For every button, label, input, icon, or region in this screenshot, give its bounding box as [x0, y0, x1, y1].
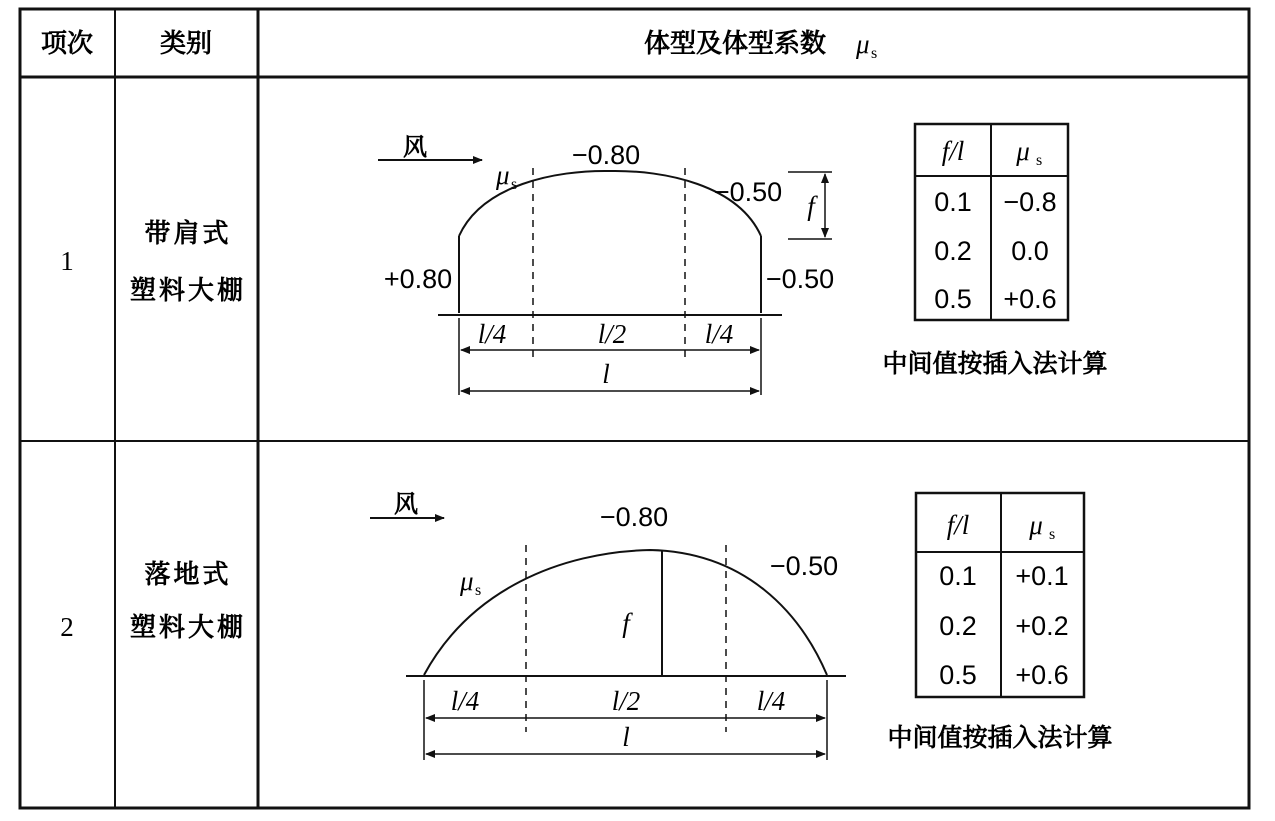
- row2-table-header-mu: μ: [1029, 510, 1043, 540]
- row2-top-coefficient: −0.80: [599, 502, 669, 532]
- row1-span-total-label: l: [602, 359, 610, 389]
- row2-span-total-label: l: [622, 722, 630, 752]
- row1-mu-symbol: μ: [496, 160, 510, 190]
- header-mu-subscript: s: [871, 45, 878, 62]
- row1-table-cell: −0.8: [1003, 187, 1057, 217]
- row2-span-right-label: l/4: [756, 686, 786, 716]
- row1-table-cell: +0.6: [1003, 284, 1057, 314]
- row2-table-cell: 0.2: [939, 611, 977, 641]
- row2-span-left-label: l/4: [450, 686, 480, 716]
- row1-left-wall-coefficient: +0.80: [383, 264, 453, 294]
- row2-mu-subscript: s: [475, 582, 482, 599]
- row2-mu-symbol: μ: [460, 566, 474, 596]
- header-category: 类别: [159, 29, 213, 59]
- row2-table-cell: 0.1: [939, 561, 977, 591]
- row1-span-left-label: l/4: [477, 319, 507, 349]
- row1-wind-label: 风: [403, 133, 427, 161]
- row2-table-cell: +0.6: [1015, 660, 1069, 690]
- row1-span-right-label: l/4: [704, 319, 734, 349]
- row1-category-line2: 塑料大棚: [129, 276, 247, 306]
- row2-interpolation-note: 中间值按插入法计算: [887, 723, 1113, 752]
- row2-table-cell: 0.5: [939, 660, 977, 690]
- row2-table-header-fl: f/l: [946, 510, 970, 540]
- row1-rise-label: f: [807, 191, 815, 221]
- header-shape: 体型及体型系数: [643, 29, 827, 59]
- row1-table-cell: 0.2: [934, 236, 972, 266]
- row2-category-line1: 落地式: [144, 560, 232, 590]
- row1-span-mid-label: l/2: [597, 319, 627, 349]
- row2-table-cell: +0.1: [1015, 561, 1069, 591]
- row1-index: 1: [60, 246, 74, 276]
- row2-index: 2: [60, 612, 74, 642]
- row1-table-header-mu: μ: [1016, 136, 1030, 166]
- row1-right-wall-coefficient: −0.50: [765, 264, 835, 294]
- row2-table-cell: +0.2: [1015, 611, 1069, 641]
- row1-right-roof-coefficient: −0.50: [713, 177, 783, 207]
- row1-table-header-fl: f/l: [941, 136, 965, 166]
- row1-category-line1: 带肩式: [144, 219, 232, 249]
- row2-span-mid-label: l/2: [611, 686, 641, 716]
- row2-table-header-mu-sub: s: [1049, 526, 1056, 543]
- row1-top-coefficient: −0.80: [571, 140, 641, 170]
- header-item: 项次: [40, 29, 94, 59]
- row1-table-header-mu-sub: s: [1036, 152, 1043, 169]
- row2-category-line2: 塑料大棚: [129, 613, 247, 643]
- header-mu-symbol: μ: [856, 29, 870, 59]
- row2-rise-label: f: [622, 608, 630, 638]
- row2-right-roof-coefficient: −0.50: [769, 551, 839, 581]
- row1-table-cell: 0.1: [934, 187, 972, 217]
- row1-table-cell: 0.5: [934, 284, 972, 314]
- row1-mu-subscript: s: [511, 176, 518, 193]
- row1-interpolation-note: 中间值按插入法计算: [882, 349, 1108, 378]
- row1-table-cell: 0.0: [1011, 236, 1049, 266]
- row2-wind-label: 风: [394, 490, 418, 518]
